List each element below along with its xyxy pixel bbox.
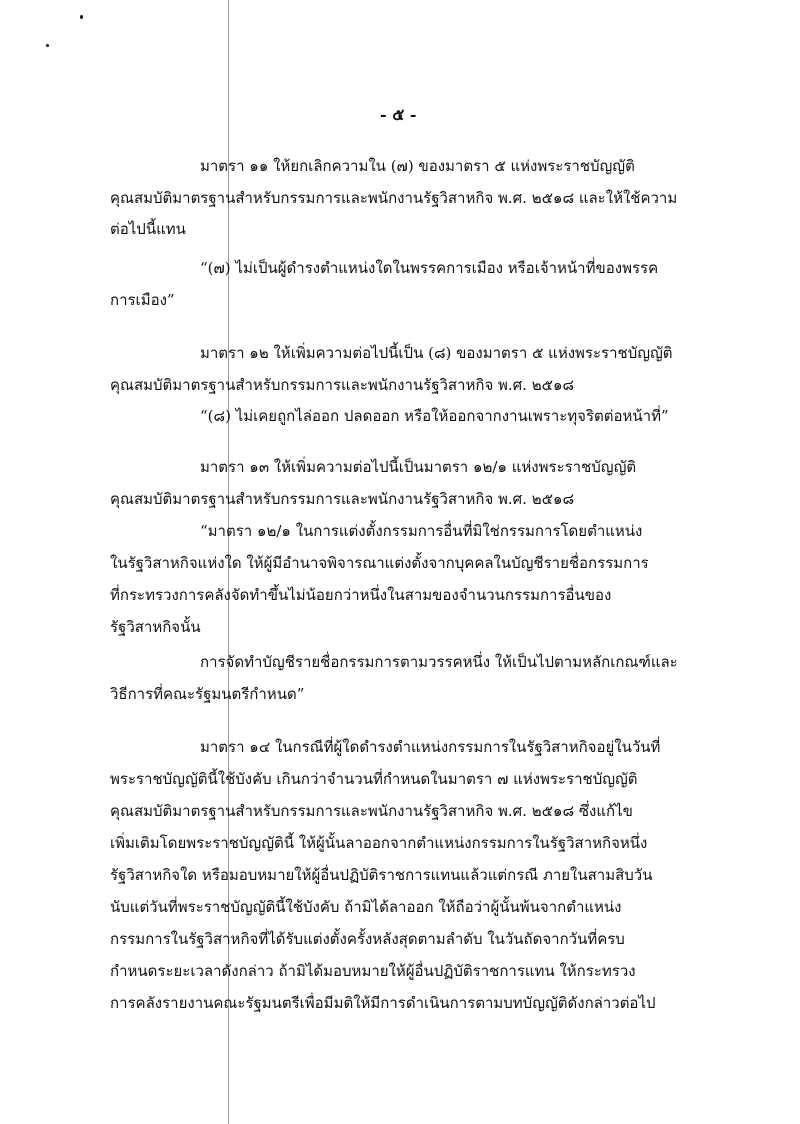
body-line: การเมือง” <box>110 291 175 309</box>
paragraph-line: การจัดทำบัญชีรายชื่อกรรมการตามวรรคหนึ่ง ให้เป็นไปตามหลักเกณฑ์และ <box>200 653 678 671</box>
section-12-1-line: “มาตรา ๑๒/๑ ในการแต่งตั้งกรรมการอื่นที่มิใช่กรรมการโดยตำแหน่ง <box>200 522 643 540</box>
body-line: พระราชบัญญัตินี้ใช้บังคับ เกินกว่าจำนวนที่กำหนดในมาตรา ๗ แห่งพระราชบัญญัติ <box>110 770 638 788</box>
clause-7-line: “(๗) ไม่เป็นผู้ดำรงตำแหน่งใดในพรรคการเมือง หรือเจ้าหน้าที่ของพรรค <box>200 259 659 277</box>
body-line: นับแต่วันที่พระราชบัญญัตินี้ใช้บังคับ ถ้ามิได้ลาออก ให้ถือว่าผู้นั้นพ้นจากตำแหน่ง <box>110 898 622 916</box>
section-11-heading-line: มาตรา ๑๑ ให้ยกเลิกความใน (๗) ของมาตรา ๕ แห่งพระราชบัญญัติ <box>200 157 635 175</box>
section-14-heading-line: มาตรา ๑๔ ในกรณีที่ผู้ใดดำรงตำแหน่งกรรมการในรัฐวิสาหกิจอยู่ในวันที่ <box>200 738 661 756</box>
body-line: กำหนดระยะเวลาดังกล่าว ถ้ามิได้มอบหมายให้ผู้อื่นปฏิบัติราชการแทน ให้กระทรวง <box>110 962 636 980</box>
body-line: รัฐวิสาหกิจนั้น <box>110 618 201 636</box>
body-line: คุณสมบัติมาตรฐานสำหรับกรรมการและพนักงานรัฐวิสาหกิจ พ.ศ. ๒๕๑๘ ซึ่งแก้ไข <box>110 802 633 820</box>
body-line: เพิ่มเติมโดยพระราชบัญญัตินี้ ให้ผู้นั้นลาออกจากตำแหน่งกรรมการในรัฐวิสาหกิจหนึ่ง <box>110 834 648 852</box>
body-line: คุณสมบัติมาตรฐานสำหรับกรรมการและพนักงานรัฐวิสาหกิจ พ.ศ. ๒๕๑๘ และให้ใช้ความ <box>110 189 678 207</box>
scan-speck <box>80 15 83 19</box>
section-13-heading-line: มาตรา ๑๓ ให้เพิ่มความต่อไปนี้เป็นมาตรา ๑๒/๑ แห่งพระราชบัญญัติ <box>200 458 637 476</box>
body-line: ที่กระทรวงการคลังจัดทำขึ้นไม่น้อยกว่าหนึ่งในสามของจำนวนกรรมการอื่นของ <box>110 586 612 604</box>
scan-speck <box>46 44 49 47</box>
body-line: การคลังรายงานคณะรัฐมนตรีเพื่อมีมติให้มีการดำเนินการตามบทบัญญัติดังกล่าวต่อไป <box>110 994 656 1012</box>
body-line: ในรัฐวิสาหกิจแห่งใด ให้ผู้มีอำนาจพิจารณาแต่งตั้งจากบุคคลในบัญชีรายชื่อกรรมการ <box>110 554 649 572</box>
body-line: คุณสมบัติมาตรฐานสำหรับกรรมการและพนักงานรัฐวิสาหกิจ พ.ศ. ๒๕๑๘ <box>110 490 575 508</box>
body-line: กรรมการในรัฐวิสาหกิจที่ได้รับแต่งตั้งครั้งหลังสุดตามลำดับ ในวันถัดจากวันที่ครบ <box>110 930 625 948</box>
clause-8-line: “(๘) ไม่เคยถูกไล่ออก ปลดออก หรือให้ออกจากงานเพราะทุจริตต่อหน้าที่” <box>200 407 669 425</box>
body-line: รัฐวิสาหกิจใด หรือมอบหมายให้ผู้อื่นปฏิบัติราชการแทนแล้วแต่กรณี ภายในสามสิบวัน <box>110 866 653 884</box>
body-line: ต่อไปนี้แทน <box>110 220 186 238</box>
body-line: คุณสมบัติมาตรฐานสำหรับกรรมการและพนักงานรัฐวิสาหกิจ พ.ศ. ๒๕๑๘ <box>110 376 575 394</box>
page-number: - ๕ - <box>380 105 417 124</box>
body-line: วิธีการที่คณะรัฐมนตรีกำหนด” <box>110 685 305 703</box>
section-12-heading-line: มาตรา ๑๒ ให้เพิ่มความต่อไปนี้เป็น (๘) ของมาตรา ๕ แห่งพระราชบัญญัติ <box>200 344 673 362</box>
